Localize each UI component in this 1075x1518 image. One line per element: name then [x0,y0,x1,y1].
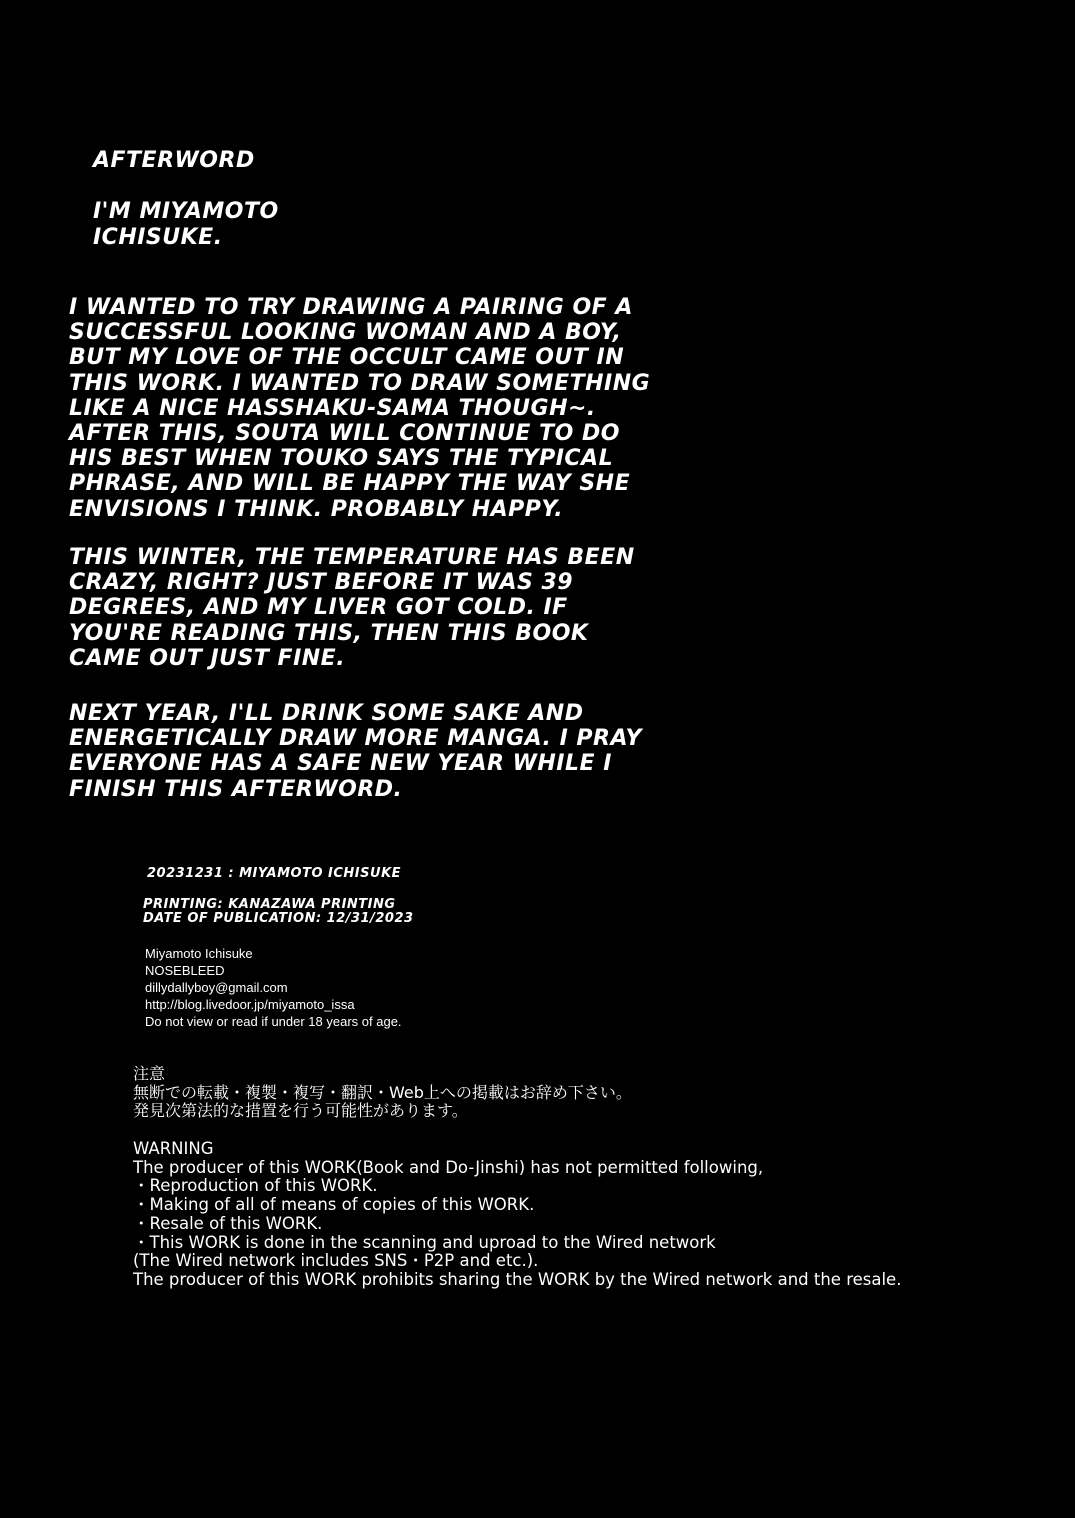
afterword-paragraph: THIS WINTER, THE TEMPERATURE HAS BEEN CRAZY, RIGHT? JUST BEFORE IT WAS 39 DEGREES, AND MY LIVER GOT COLD. IF YOU'RE READING THIS, THEN THIS BOOK CAME OUT JUST FINE. [69,545,635,671]
signoff-date: 20231231 : MIYAMOTO ICHISUKE [147,866,402,881]
author-intro: I'M MIYAMOTO ICHISUKE. [93,199,279,250]
afterword-title: AFTERWORD [93,148,255,173]
afterword-paragraph: NEXT YEAR, I'LL DRINK SOME SAKE AND ENERGETICALLY DRAW MORE MANGA. I PRAY EVERYONE HAS A SAFE NEW YEAR WHILE I FINISH THIS AFTERWORD. [69,701,642,802]
printing-info: PRINTING: KANAZAWA PRINTING DATE OF PUBLICATION: 12/31/2023 [143,897,414,926]
japanese-notice: 注意 無断での転載・複製・複写・翻訳・Web上への掲載はお辞め下さい。 発見次第法的な措置を行う可能性があります。 [133,1064,632,1120]
contact-info: Miyamoto Ichisuke NOSEBLEED dillydallyboy@gmail.com http://blog.livedoor.jp/miyamoto_issa Do not view or read if under 18 years of age. [145,946,402,1029]
afterword-paragraph: I WANTED TO TRY DRAWING A PAIRING OF A SUCCESSFUL LOOKING WOMAN AND A BOY, BUT MY LOVE OF THE OCCULT CAME OUT IN THIS WORK. I WANTED TO DRAW SOMETHING LIKE A NICE HASSHAKU-SAMA THOUGH~. AFTER THIS, SOUTA WILL CONTINUE TO DO HIS BEST WHEN TOUKO SAYS THE TYPICAL PHRASE, AND WILL BE HAPPY THE WAY SHE ENVISIONS I THINK. PROBABLY HAPPY. [69,295,651,522]
copyright-warning: WARNING The producer of this WORK(Book and Do-Jinshi) has not permitted following, ・Reproduction of this WORK. ・Making of all of means of copies of this WORK. ・Resale of this WORK. ・This WORK is done in the scanning and uproad to the Wired network (The Wired network includes SNS・P2P and etc.). The producer of this WORK prohibits sharing the WORK by the Wired network and the resale. [133,1139,902,1289]
